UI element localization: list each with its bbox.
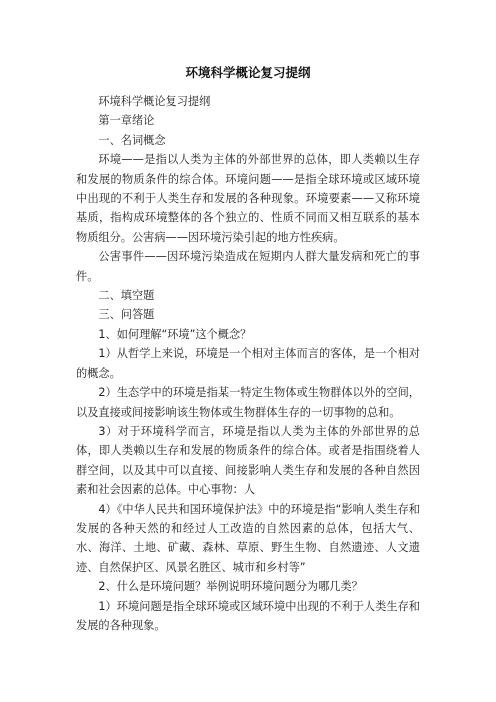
answer-paragraph: 1）从哲学上来说，环境是一个相对主体而言的客体，是一个相对的概念。: [76, 347, 420, 380]
section-heading-terms: 一、名词概念: [98, 133, 166, 147]
chapter-heading: 第一章绪论: [98, 114, 155, 128]
question-2: 2、什么是环境问题？举例说明环境问题分为哪几类？: [98, 580, 363, 594]
document-body: [76, 92, 420, 635]
answer-paragraph: 2）生态学中的环境是指某一特定生物体或生物群体以外的空间，以及直接或间接影响该生物体或生物群体生存的一切事物的总和。: [76, 386, 420, 419]
question-1: 1、如何理解“环境”这个概念？: [98, 327, 252, 341]
answer-paragraph: 4）《中华人民共和国环境保护法》中的环境是指“影响人类生存和发展的各种天然的和经过人工改造的自然因素的总体，包括大气、水、海洋、土地、矿藏、森林、草原、野生生物、自然遗迹、人文遗迹、自然保护区、风景名胜区、城市和乡村等”: [76, 502, 420, 574]
definition-paragraph: 环境——是指以人类为主体的外部世界的总体，即人类赖以生存和发展的物质条件的综合体。环境问题——是指全球环境或区域环境中出现的不利于人类生存和发展的各种现象。环境要素——又称环境基质，指构成环境整体的各个独立的、性质不同而又相互联系的基本物质组分。公害病——因环境污染引起的地方性疾病。: [76, 153, 420, 244]
answer-paragraph: 1）环境问题是指全球环境或区域环境中出现的不利于人类生存和发展的各种现象。: [76, 599, 420, 632]
answer-paragraph: 3）对于环境科学而言，环境是指以人类为主体的外部世界的总体，即人类赖以生存和发展的物质条件的综合体。或者是指围绕着人群空间，以及其中可以直接、间接影响人类生存和发展的各种自然因素和社会因素的总体。中心事物：人: [76, 424, 420, 497]
section-heading-qa: 三、问答题: [98, 308, 155, 322]
document-title: 环境科学概论复习提纲: [185, 65, 311, 80]
definition-paragraph: 公害事件——因环境污染造成在短期内人群大量发病和死亡的事件。: [76, 250, 420, 283]
outline-heading: 环境科学概论复习提纲: [98, 95, 211, 108]
section-heading-fill-blank: 二、填空题: [98, 289, 155, 303]
